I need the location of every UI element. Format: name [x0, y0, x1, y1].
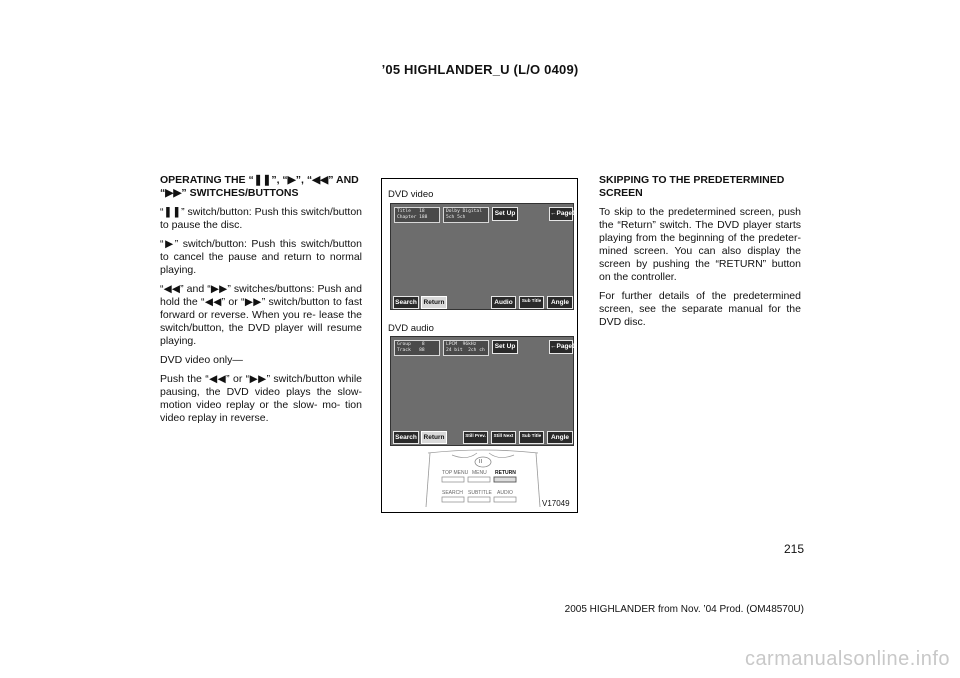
footer: 2005 HIGHLANDER from Nov. ’04 Prod. (OM48570U) [564, 604, 804, 615]
figure-label-dvd-video: DVD video [388, 189, 434, 200]
page1-button[interactable]: ←Page1 [549, 207, 573, 221]
figure-label-dvd-audio: DVD audio [388, 323, 434, 334]
para-details: For further details of the predetermined screen, see the separate manual for the DVD disc. [599, 290, 801, 328]
left-column [160, 174, 362, 431]
section-heading-skip: SKIPPING TO THE PREDETERMINED SCREEN [599, 174, 785, 199]
para-fast-forward: “◀◀” and “▶▶” switches/buttons: Push and hold the “◀◀” or “▶▶” switch/button to fast forward or reverse. When you re- lease the switch/button, the DVD player will resume playing. [160, 283, 362, 347]
header-title: ’05 HIGHLANDER_U (L/O 0409) [381, 62, 579, 77]
subtitle-button[interactable]: Sub Title [519, 296, 544, 309]
dvd-video-screen [390, 203, 574, 310]
figure-code: V17049 [542, 499, 570, 508]
page1-button[interactable]: ←Page1 [549, 340, 573, 354]
search-label[interactable]: SEARCH [442, 490, 463, 496]
top-menu-label[interactable]: TOP MENU [442, 470, 469, 476]
para-play: “▶” switch/button: Push this switch/button to cancel the pause and return to normal playing. [160, 238, 362, 276]
audio-format-info: Dolby Digital 5ch 5ch [443, 207, 489, 223]
section-heading-switches: OPERATING THE “❚❚”, “▶”, “◀◀” AND “▶▶” SWITCHES/BUTTONS [160, 174, 359, 199]
subtitle-label[interactable]: SUBTITLE [468, 490, 492, 496]
subtitle-button[interactable]: Sub Title [519, 431, 544, 444]
title-chapter-info: Title 18 Chapter 188 [394, 207, 440, 223]
para-dvd-only: DVD video only— [160, 354, 243, 366]
page-number: 215 [783, 542, 804, 556]
para-skip: To skip to the predetermined screen, push the “Return” switch. The DVD player starts playing from the beginning of the predeter- mined screen. You can also display the screen by pushing the “RETURN” button on the controller. [599, 206, 801, 283]
dvd-screens-figure [381, 178, 578, 513]
still-next-button[interactable]: Still Next [491, 431, 516, 444]
still-prev-button[interactable]: Still Prev. [463, 431, 488, 444]
menu-label[interactable]: MENU [472, 470, 487, 476]
search-button[interactable]: Search [393, 296, 419, 309]
para-pause: “❚❚” switch/button: Push this switch/button to pause the disc. [160, 206, 363, 231]
audio-label[interactable]: AUDIO [497, 490, 513, 496]
lpcm-info: LPCM 96kHz 24 bit 2ch ch [443, 340, 489, 356]
return-button[interactable]: Return [421, 431, 447, 444]
angle-button[interactable]: Angle [547, 296, 573, 309]
search-button[interactable]: Search [393, 431, 419, 444]
setup-button[interactable]: Set Up [492, 340, 518, 354]
return-button[interactable]: Return [421, 296, 447, 309]
return-button-label[interactable]: RETURN [495, 470, 516, 476]
group-track-info: Group 8 Track 88 [394, 340, 440, 356]
watermark: carmanualsonline.info [744, 648, 950, 670]
dvd-audio-screen [390, 336, 574, 446]
angle-button[interactable]: Angle [547, 431, 573, 444]
pause-button-label[interactable]: II [479, 459, 483, 465]
right-column [599, 174, 801, 335]
controller-outline-icon [422, 449, 544, 509]
remote-controller [422, 449, 544, 509]
setup-button[interactable]: Set Up [492, 207, 518, 221]
audio-button[interactable]: Audio [491, 296, 516, 309]
para-slow-motion: Push the “◀◀” or “▶▶” switch/button while pausing, the DVD video plays the slow- motion video replay or the slow- mo- tion video replay in reverse. [160, 373, 362, 424]
